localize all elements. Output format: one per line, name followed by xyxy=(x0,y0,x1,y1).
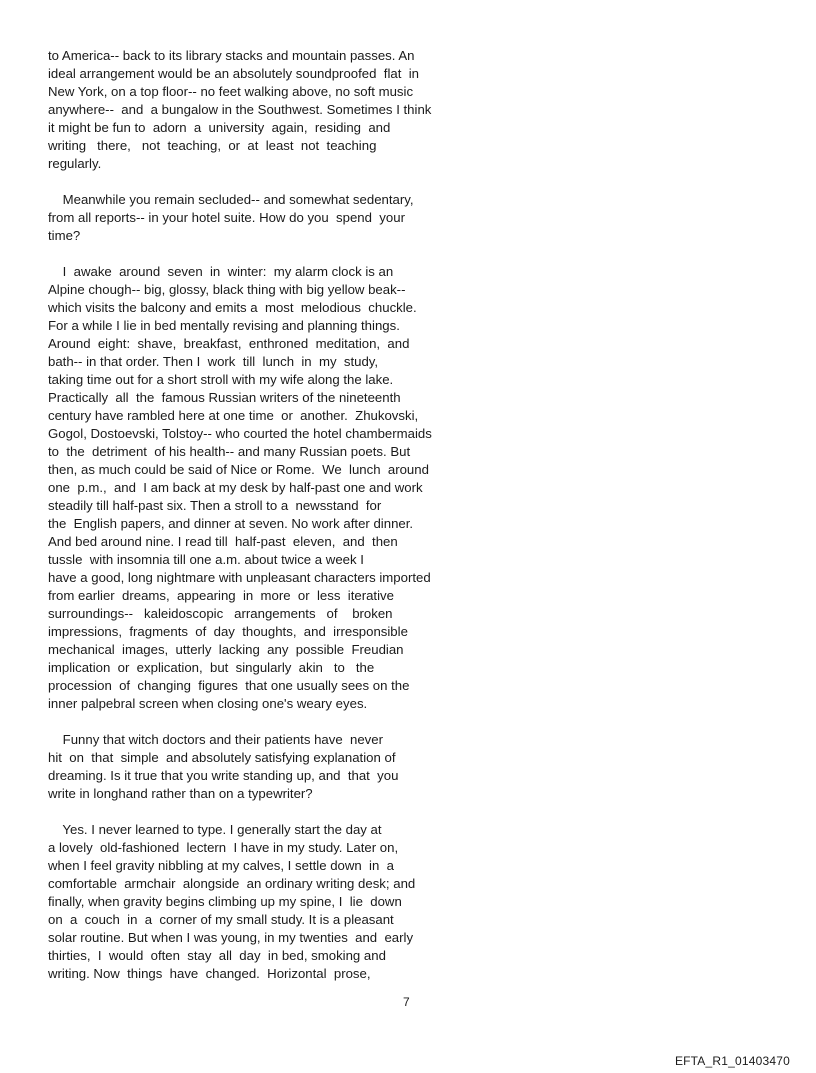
text-line: Gogol, Dostoevski, Tolstoy-- who courted the hotel chambermaids xyxy=(48,426,432,441)
text-line: century have rambled here at one time or another. Zhukovski, xyxy=(48,408,419,423)
text-line: hit on that simple and absolutely satisfying explanation of xyxy=(48,750,396,765)
text-line: finally, when gravity begins climbing up my spine, I lie down xyxy=(48,894,402,909)
text-line: New York, on a top floor-- no feet walking above, no soft music xyxy=(48,84,414,99)
text-line: to America-- back to its library stacks and mountain passes. An xyxy=(48,48,415,63)
text-line: from all reports-- in your hotel suite. How do you spend your xyxy=(48,210,405,225)
text-line: write in longhand rather than on a typewriter? xyxy=(48,786,313,801)
text-line: to the detriment of his health-- and many Russian poets. But xyxy=(48,444,411,459)
text-line: the English papers, and dinner at seven. No work after dinner. xyxy=(48,516,414,531)
bates-number: EFTA_R1_01403470 xyxy=(674,1054,790,1068)
text-line: surroundings-- kaleidoscopic arrangements of broken xyxy=(48,606,393,621)
text-line: Meanwhile you remain secluded-- and somewhat sedentary, xyxy=(48,192,414,207)
text-line: And bed around nine. I read till half-past eleven, and then xyxy=(48,534,398,549)
text-line: writing. Now things have changed. Horizontal prose, xyxy=(48,966,371,981)
text-line: impressions, fragments of day thoughts, and irresponsible xyxy=(48,624,408,639)
text-line: from earlier dreams, appearing in more or less iterative xyxy=(48,588,394,603)
paragraph xyxy=(48,731,448,803)
paragraph xyxy=(48,821,448,983)
text-line: solar routine. But when I was young, in my twenties and early xyxy=(48,930,414,945)
text-line: bath-- in that order. Then I work till lunch in my study, xyxy=(48,354,379,369)
text-line: dreaming. Is it true that you write standing up, and that you xyxy=(48,768,399,783)
text-line: thirties, I would often stay all day in bed, smoking and xyxy=(48,948,386,963)
text-line: anywhere-- and a bungalow in the Southwest. Sometimes I think xyxy=(48,102,432,117)
text-line: on a couch in a corner of my small study. It is a pleasant xyxy=(48,912,394,927)
text-line: mechanical images, utterly lacking any possible Freudian xyxy=(48,642,404,657)
text-line: when I feel gravity nibbling at my calves, I settle down in a xyxy=(48,858,394,873)
document-body xyxy=(48,47,448,1001)
text-line: then, as much could be said of Nice or Rome. We lunch around xyxy=(48,462,429,477)
text-line: Yes. I never learned to type. I generally start the day at xyxy=(48,822,382,837)
text-line: Alpine chough-- big, glossy, black thing with big yellow beak-- xyxy=(48,282,406,297)
text-line: implication or explication, but singularly akin to the xyxy=(48,660,375,675)
text-line: ideal arrangement would be an absolutely soundproofed flat in xyxy=(48,66,419,81)
text-line: Practically all the famous Russian writers of the nineteenth xyxy=(48,390,401,405)
paragraph xyxy=(48,47,448,173)
text-line: Funny that witch doctors and their patients have never xyxy=(48,732,383,747)
page-number: 7 xyxy=(403,995,410,1009)
text-line: taking time out for a short stroll with my wife along the lake. xyxy=(48,372,394,387)
text-line: steadily till half-past six. Then a stroll to a newsstand for xyxy=(48,498,382,513)
text-line: I awake around seven in winter: my alarm clock is an xyxy=(48,264,394,279)
text-line: one p.m., and I am back at my desk by half-past one and work xyxy=(48,480,423,495)
text-line: procession of changing figures that one usually sees on the xyxy=(48,678,410,693)
text-line: tussle with insomnia till one a.m. about twice a week I xyxy=(48,552,364,567)
text-line: inner palpebral screen when closing one's weary eyes. xyxy=(48,696,368,711)
text-line: have a good, long nightmare with unpleasant characters imported xyxy=(48,570,431,585)
text-line: For a while I lie in bed mentally revising and planning things. xyxy=(48,318,400,333)
text-line: comfortable armchair alongside an ordinary writing desk; and xyxy=(48,876,416,891)
text-line: regularly. xyxy=(48,156,102,171)
text-line: time? xyxy=(48,228,81,243)
text-line: which visits the balcony and emits a most melodious chuckle. xyxy=(48,300,417,315)
text-line: it might be fun to adorn a university again, residing and xyxy=(48,120,391,135)
paragraph xyxy=(48,191,448,245)
text-line: a lovely old-fashioned lectern I have in my study. Later on, xyxy=(48,840,399,855)
text-line: Around eight: shave, breakfast, enthroned meditation, and xyxy=(48,336,410,351)
text-line: writing there, not teaching, or at least not teaching xyxy=(48,138,377,153)
paragraph xyxy=(48,263,448,713)
